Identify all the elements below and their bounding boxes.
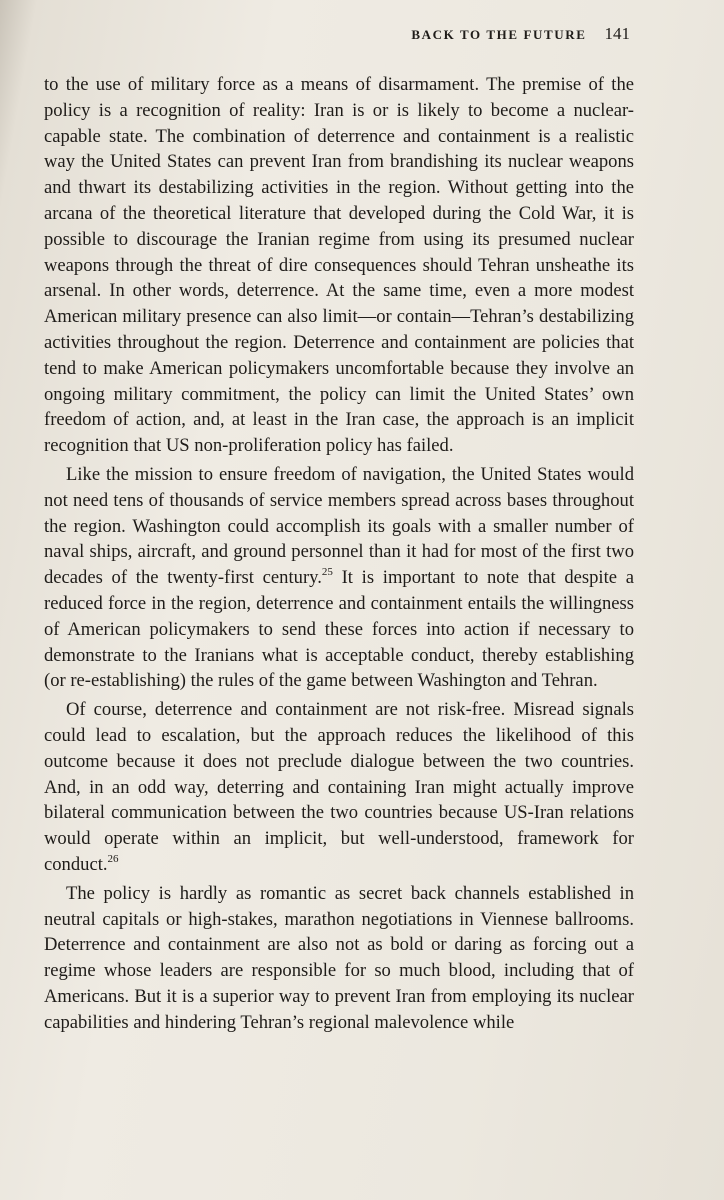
- paragraph-text: Like the mission to ensure freedom of navigation, the United States would not need tens of thousands of service members spread across bases throughout the region. Washington could accomplish its goals with a smaller number of naval ships, aircraft, and ground personnel than it had for most of the first two decades of the twenty-first century.: [44, 463, 634, 589]
- paragraph-text: to the use of military force as a means of disarmament. The premise of the policy is a recognition of reality: Iran is or is likely to become a nuclear-capable state. The combination of deterrence and containment is a realistic way the United States can prevent Iran from brandishing its nuclear weapons and thwart its destabilizing activities in the region. Without getting into the arcana of the theoretical literature that developed during the Cold War, it is possible to discourage the Iranian regime from using its presumed nuclear weapons through the threat of dire consequences should Tehran unsheathe its arsenal. In other words, deterrence. At the same time, even a more modest American military presence can also limit—or contain—Tehran’s destabilizing activities throughout the region. Deterrence and containment are policies that tend to make American policymakers uncomfortable because they involve an ongoing military commitment, the policy can limit the United States’ own freedom of action, and, at least in the Iran case, the approach is an implicit recognition that US non-proliferation policy has failed.: [44, 74, 634, 457]
- running-header: [411, 24, 630, 44]
- paragraph-3: [44, 697, 634, 878]
- book-page: [40, 20, 640, 1190]
- footnote-ref-26: 26: [107, 852, 119, 865]
- body-text: [44, 72, 634, 1035]
- paragraph-text-continued: It is important to note that despite a reduced force in the region, deterrence and containment entails the willingness of American policymakers to send these forces into action if necessary to demonstrate to the Iranians what is acceptable conduct, thereby establishing (or re-establishing) the rules of the game between Washington and Tehran.: [44, 567, 634, 692]
- page-number: 141: [604, 24, 630, 43]
- running-title: BACK TO THE FUTURE: [411, 27, 587, 42]
- paragraph-2: [44, 462, 634, 694]
- footnote-ref-25: 25: [321, 565, 333, 578]
- paragraph-4: [44, 881, 634, 1036]
- paragraph-text: Of course, deterrence and containment are not risk-free. Misread signals could lead to escalation, but the approach reduces the likelihood of this outcome because it does not preclude dialogue between the two countries. And, in an odd way, deterring and containing Iran might actually improve bilateral communication between the two countries because US-Iran relations would operate within an implicit, but well-understood, framework for conduct.: [44, 699, 634, 875]
- paragraph-text: The policy is hardly as romantic as secret back channels established in neutral capitals or high-stakes, marathon negotiations in Viennese ballrooms. Deterrence and containment are also not as bold or daring as forcing out a regime whose leaders are responsible for so much blood, including that of Americans. But it is a superior way to prevent Iran from employing its nuclear capabilities and hindering Tehran’s regional malevolence while: [44, 882, 634, 1033]
- paragraph-1: [44, 72, 634, 459]
